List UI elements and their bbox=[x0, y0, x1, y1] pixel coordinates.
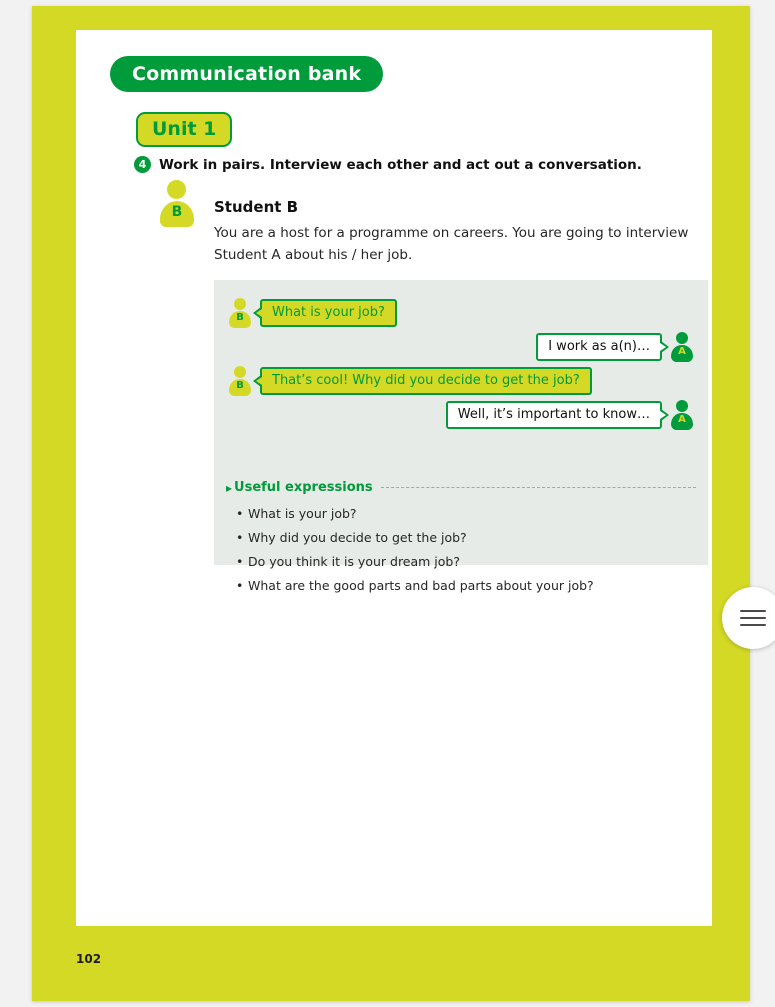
speaker-a-avatar-icon bbox=[670, 400, 694, 430]
avatar-letter: A bbox=[678, 414, 686, 425]
speaker-b-avatar-icon bbox=[228, 366, 252, 396]
dashed-divider bbox=[381, 487, 696, 488]
dialogue-line bbox=[228, 366, 592, 396]
hamburger-menu-icon[interactable] bbox=[740, 605, 766, 631]
dialogue-line bbox=[446, 400, 694, 430]
page-content-area bbox=[76, 30, 712, 926]
speech-bubble: Well, it’s important to know… bbox=[446, 401, 662, 429]
speech-bubble: That’s cool! Why did you decide to get the job? bbox=[260, 367, 592, 395]
task-instruction-text: Work in pairs. Interview each other and act out a conversation. bbox=[159, 156, 642, 173]
page-title: Communication bank bbox=[132, 63, 362, 85]
task-number-badge: 4 bbox=[134, 156, 151, 173]
avatar-head bbox=[676, 332, 688, 344]
speaker-b-avatar-icon bbox=[228, 298, 252, 328]
menu-bar bbox=[740, 610, 766, 612]
avatar-head bbox=[234, 298, 246, 310]
unit-badge bbox=[136, 112, 232, 147]
page-number: 102 bbox=[76, 952, 102, 966]
useful-expressions-list bbox=[236, 502, 686, 598]
useful-expressions-title: Useful expressions bbox=[234, 480, 373, 495]
unit-badge-label: Unit 1 bbox=[152, 118, 217, 140]
floating-menu-button[interactable] bbox=[722, 587, 775, 649]
list-item: • Do you think it is your dream job? bbox=[236, 550, 686, 574]
section-title-banner bbox=[110, 56, 383, 92]
student-heading: Student B bbox=[214, 198, 299, 216]
avatar-letter: A bbox=[678, 346, 686, 357]
list-item: • Why did you decide to get the job? bbox=[236, 526, 686, 550]
list-item: • What are the good parts and bad parts about your job? bbox=[236, 574, 686, 598]
dialogue-line bbox=[228, 298, 397, 328]
menu-bar bbox=[740, 617, 766, 619]
avatar-head bbox=[167, 180, 186, 199]
student-description: You are a host for a programme on careers. You are going to interview Student A about his / her job. bbox=[214, 225, 689, 263]
dialogue-line bbox=[536, 332, 694, 362]
menu-bar bbox=[740, 624, 766, 626]
speech-bubble: I work as a(n)… bbox=[536, 333, 662, 361]
list-item: • What is your job? bbox=[236, 502, 686, 526]
speech-bubble: What is your job? bbox=[260, 299, 397, 327]
useful-expressions-header bbox=[226, 480, 696, 495]
avatar-head bbox=[234, 366, 246, 378]
dialogue-panel bbox=[214, 280, 708, 593]
speaker-a-avatar-icon bbox=[670, 332, 694, 362]
avatar-letter: B bbox=[236, 312, 244, 323]
student-b-avatar-icon bbox=[158, 180, 196, 228]
book-page bbox=[32, 6, 750, 1001]
avatar-head bbox=[676, 400, 688, 412]
avatar-letter: B bbox=[236, 380, 244, 391]
arrow-right-icon: ▸ bbox=[226, 480, 233, 495]
avatar-letter: B bbox=[171, 204, 183, 220]
task-instruction-row bbox=[134, 156, 642, 173]
